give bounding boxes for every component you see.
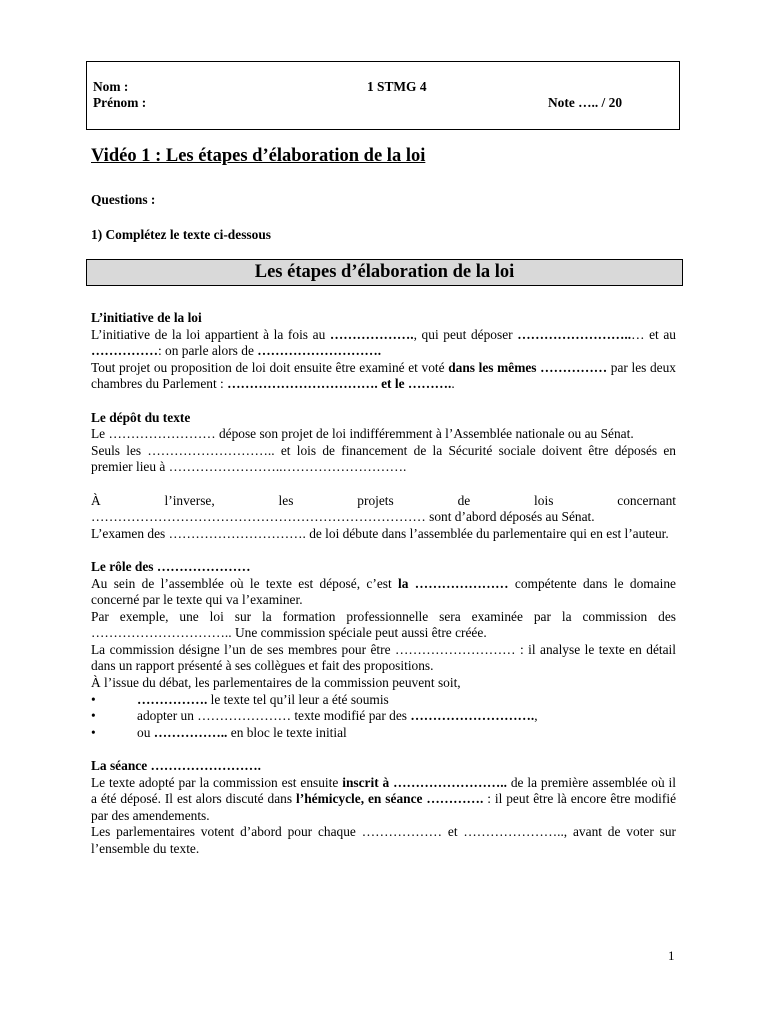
bullet-item-3: • ou …………….. en bloc le texte initial xyxy=(91,724,347,740)
note-label: Note ….. / 20 xyxy=(548,95,623,110)
page-title: Vidéo 1 : Les étapes d’élaboration de la loi xyxy=(91,146,426,166)
paragraph-initiative-2: Tout projet ou proposition de loi doit ensuite être examiné et voté dans les mêmes …………… par les deux chambres du Parlement : ……………………………. et le ……….. xyxy=(91,359,677,392)
paragraph-depot-2: Seuls les ……………………….. et lois de financement de la Sécurité sociale doivent être déposés en premier lieu à ……………………..………………………. xyxy=(91,442,676,475)
bullet-icon: • xyxy=(91,724,96,740)
prenom-label: Prénom : xyxy=(93,95,147,110)
paragraph-role-3: La commission désigne l’un de ses membres pour être ……………………… : il analyse le texte en détail dans un rapport présenté à ses collègues et fait des propositions. xyxy=(91,641,676,674)
paragraph-depot-1: Le …………………… dépose son projet de loi indifféremment à l’Assemblée nationale ou au Sénat. xyxy=(91,426,634,442)
heading-role: Le rôle des ………………… xyxy=(91,558,251,574)
bullet-item-2: • adopter un ………………… texte modifié par des ………………………., xyxy=(91,708,538,724)
paragraph-role-2: Par exemple, une loi sur la formation professionnelle sera examinée par la commission des ………………………….. Une commission spéciale peut aussi être créée. xyxy=(91,608,676,641)
questions-label: Questions : xyxy=(91,192,156,207)
heading-depot: Le dépôt du texte xyxy=(91,409,191,425)
question-1: 1) Complétez le texte ci-dessous xyxy=(91,227,271,242)
class-label: 1 STMG 4 xyxy=(367,79,427,94)
heading-seance: La séance ……………………. xyxy=(91,758,261,774)
paragraph-role-1: Au sein de l’assemblée où le texte est déposé, c’est la ………………… compétente dans le domaine concerné par le texte qui va l’examiner. xyxy=(91,575,676,608)
paragraph-seance-2: Les parlementaires votent d’abord pour chaque ……………… et ………………….., avant de voter sur l’ensemble du texte. xyxy=(91,824,676,856)
bullet-item-1: • ……………. le texte tel qu’il leur a été soumis xyxy=(91,691,389,707)
bullet-icon: • xyxy=(91,708,96,724)
section-banner: Les étapes d’élaboration de la loi xyxy=(86,259,683,286)
page-number: 1 xyxy=(668,948,675,963)
paragraph-depot-3-line-1: À l’inverse, les projets de lois concernant xyxy=(91,492,676,508)
paragraph-depot-3-line-2: ………………………………………………………………… sont d’abord déposés au Sénat. xyxy=(91,509,595,525)
document-body xyxy=(91,310,676,858)
header-box xyxy=(86,61,680,130)
paragraph-depot-4: L’examen des …………………………. de loi débute dans l’assemblée du parlementaire qui en est l’auteur. xyxy=(91,525,669,541)
bullet-icon: • xyxy=(91,691,96,707)
paragraph-seance-1: Le texte adopté par la commission est ensuite inscrit à …………………….. de la première assemblée où il a été déposé. Il est alors discuté dans l’hémicycle, en séance …………. : il peut être là encore être modifié par des amendements. xyxy=(91,774,677,823)
nom-label: Nom : xyxy=(93,79,129,94)
paragraph-initiative-1: L’initiative de la loi appartient à la fois au ………………., qui peut déposer ……………………..… et au ……………: on parle alors de ………………………. xyxy=(91,326,676,359)
paragraph-role-4: À l’issue du débat, les parlementaires de la commission peuvent soit, xyxy=(91,675,461,691)
heading-initiative: L’initiative de la loi xyxy=(91,310,202,325)
